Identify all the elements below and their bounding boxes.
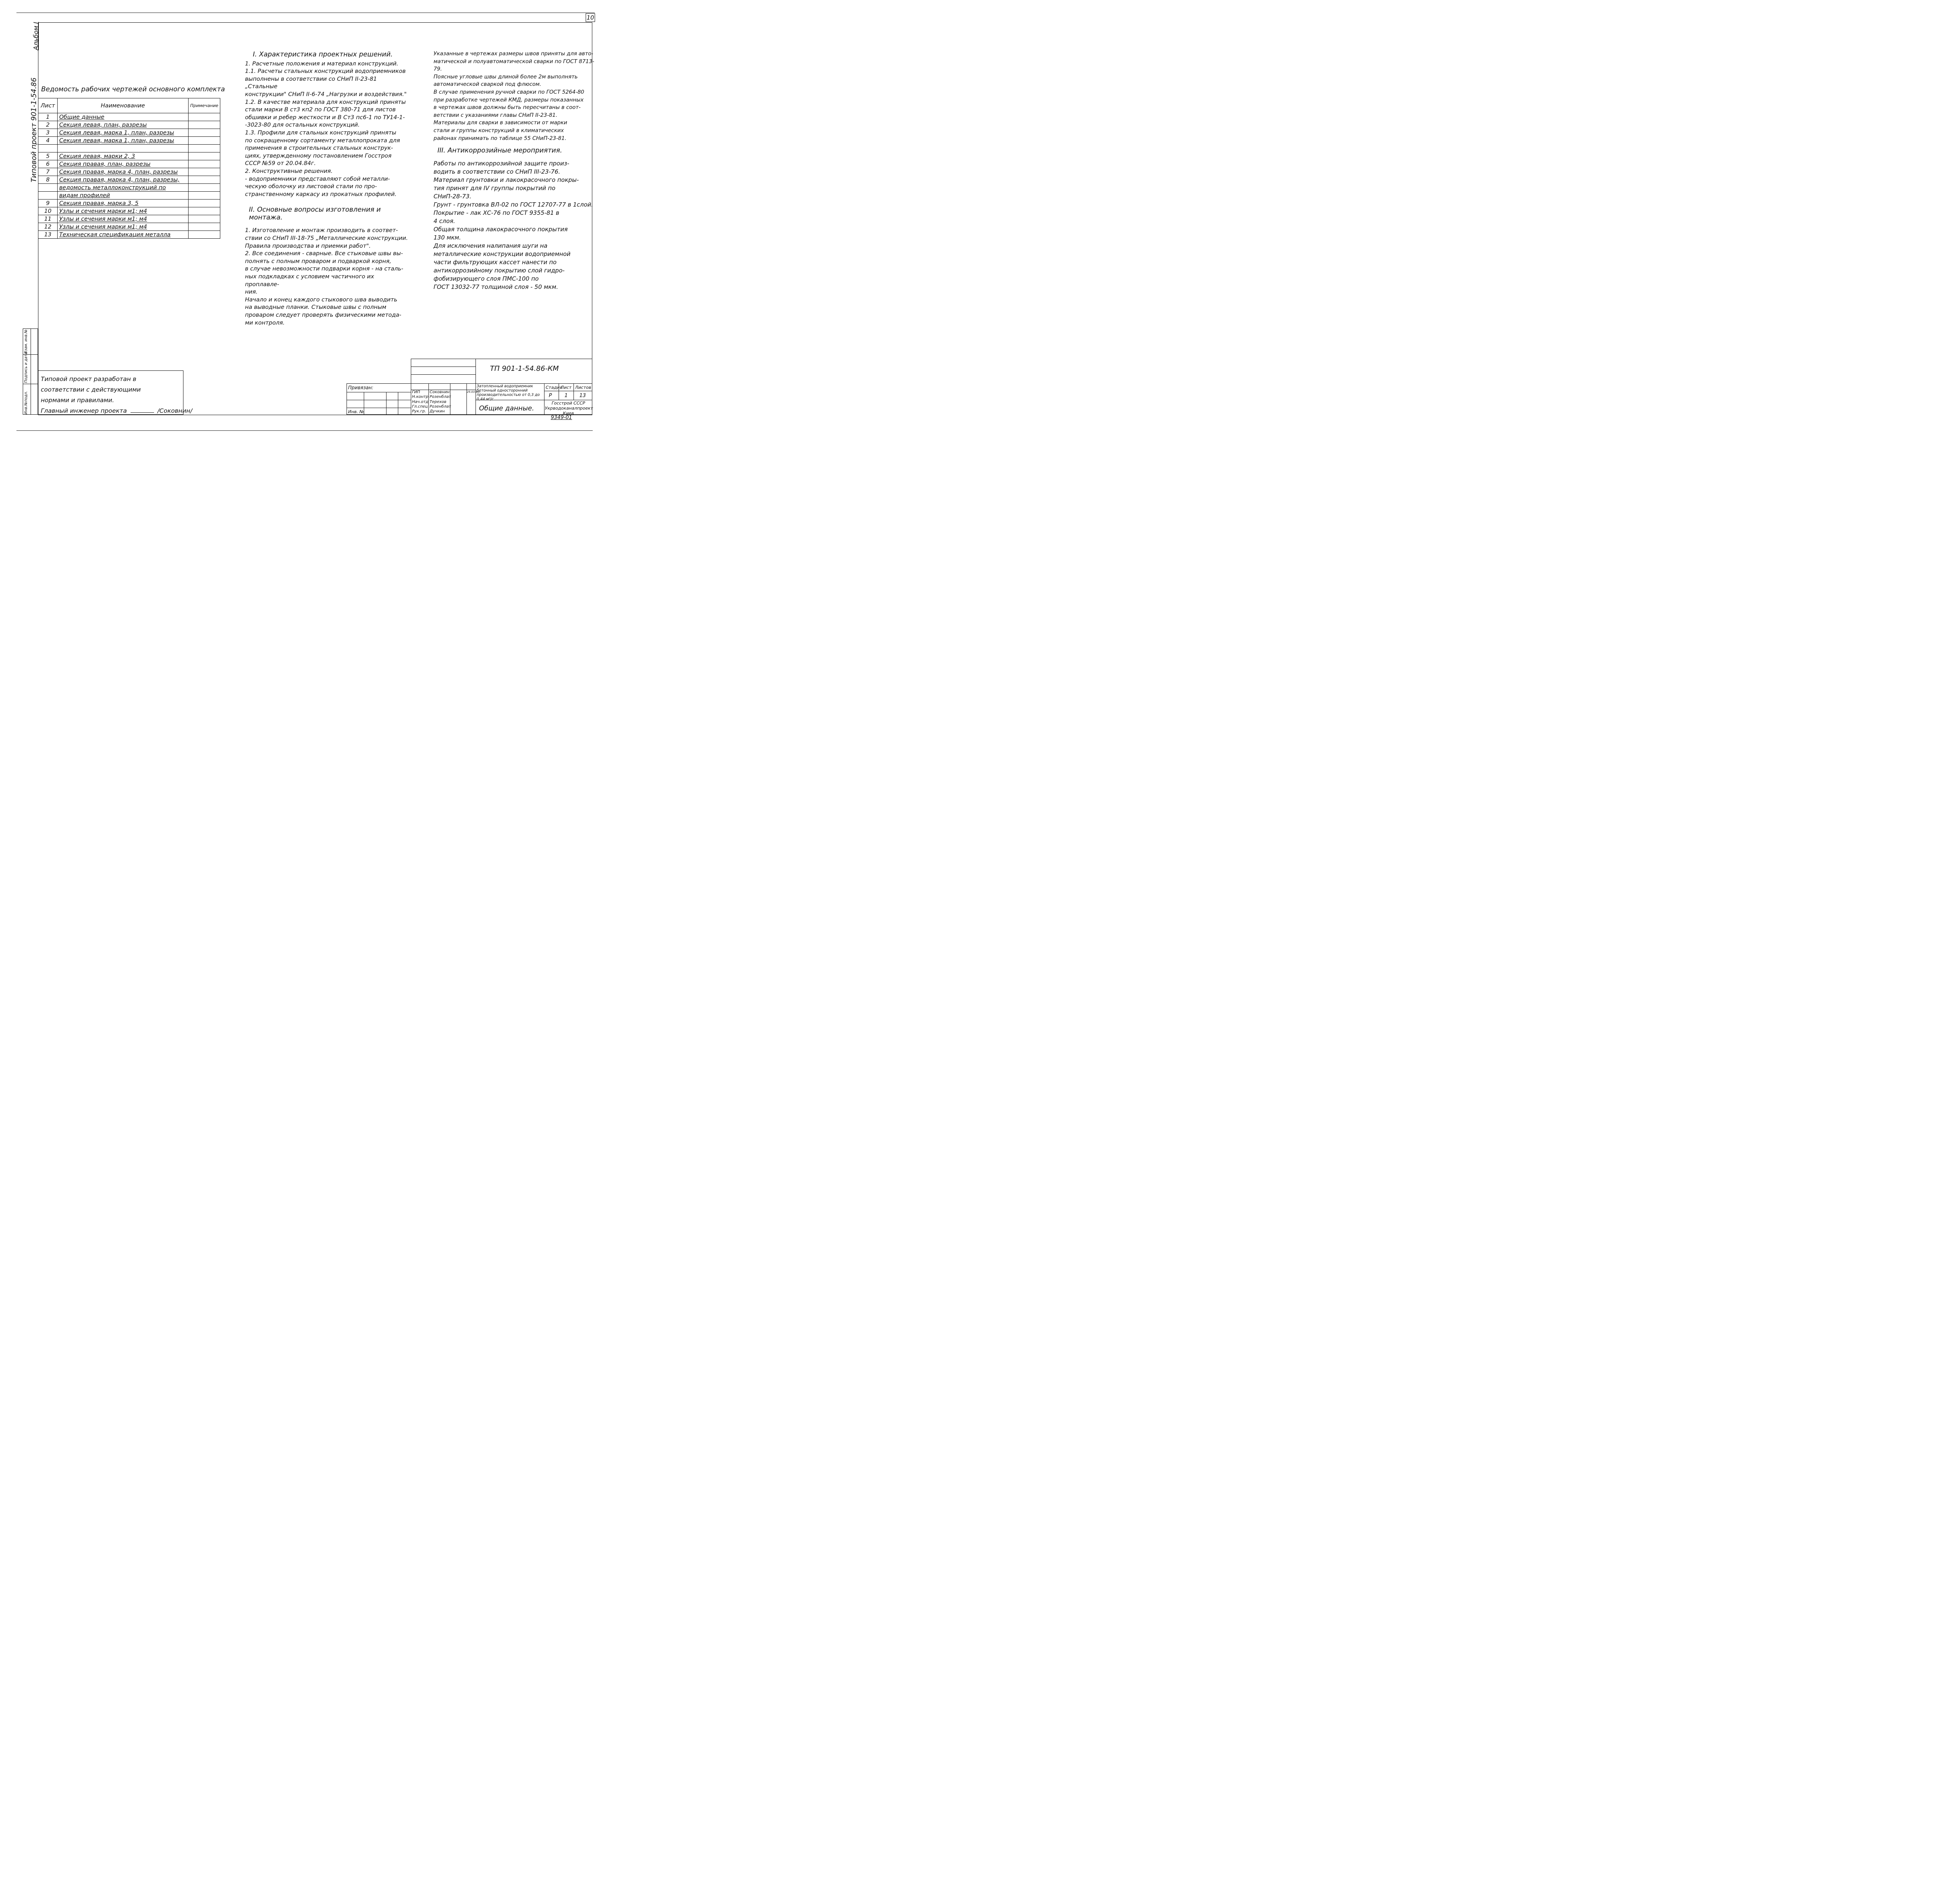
- section1-line: по сокращенному сортаменту металлопроката для: [245, 137, 400, 144]
- drawing-number: 9349-01: [551, 415, 572, 421]
- section3-title: III. Антикоррозийные мероприятия.: [437, 147, 562, 155]
- sheet-note: [189, 200, 220, 207]
- section1-line: циях, утвержденному постановлением Госстроя: [245, 152, 392, 159]
- sheet-note: [189, 137, 220, 145]
- sheet-number: [38, 184, 58, 192]
- page-number: 10: [586, 13, 595, 22]
- section2-line: ных подкладках с условием частичного их проплавле-: [245, 274, 374, 288]
- col-header-note: Примечание: [189, 98, 220, 113]
- section1-line: 2. Конструктивные решения.: [245, 168, 333, 174]
- sheet-name: ведомость металлоконструкций по: [58, 184, 189, 192]
- welding-note-line: стали и группы конструкций в климатических: [434, 127, 564, 134]
- section3-line: Работы по антикоррозийной защите произ-: [434, 160, 570, 167]
- person-name: Дучкин: [430, 409, 445, 414]
- section3-line: Для исключения налипания шуги на: [434, 242, 548, 249]
- sheet-number: 4: [38, 137, 58, 145]
- section1: [245, 51, 410, 327]
- person-name: Розенблат: [430, 405, 451, 409]
- sheet-note: [189, 223, 220, 231]
- section3-line: части фильтрующих кассет нанести по: [434, 258, 557, 266]
- welding-note-line: матической и полуавтоматической сварки по ГОСТ 8713-79.: [434, 58, 594, 73]
- table-row: [38, 137, 220, 145]
- note-line-1: Типовой проект разработан в: [41, 376, 136, 383]
- table-row: [38, 145, 220, 152]
- stage-value: Р: [549, 393, 552, 399]
- person-name: Соковнин: [430, 390, 450, 394]
- sheet-note: [189, 231, 220, 239]
- sheet-name: Секция левая, марка 1, план, разрезы: [58, 137, 189, 145]
- sheet-number: 12: [38, 223, 58, 231]
- sheet-label: Лист: [561, 385, 572, 390]
- sheet-number: 2: [38, 121, 58, 129]
- sheet-number: 3: [38, 129, 58, 137]
- sheet-name: Общие данные: [58, 113, 189, 121]
- section2-line: полнять с полным проваром и подваркой корня,: [245, 258, 392, 265]
- section1-line: выполнены в соответствии со СНиП II-23-81 „Стальные: [245, 76, 377, 90]
- object-description: Затопленный водоприемник бетонный односторонний производительностью от 0,3 до 0,44 м³/с: [477, 384, 540, 401]
- sheet-note: [189, 192, 220, 200]
- sheet-name: видам профилей: [58, 192, 189, 200]
- section1-line: ческую оболочку из листовой стали по про-: [245, 183, 377, 190]
- section2-line: в случае невозможности подварки корня - на сталь-: [245, 266, 403, 272]
- sheet-value: 1: [564, 393, 568, 399]
- note-chief-name: Соковнин: [159, 407, 191, 414]
- sheet-number: [38, 145, 58, 152]
- section1-line: - водоприемники представляют собой металли-: [245, 176, 390, 182]
- table-row: [38, 121, 220, 129]
- person-name: Розенблат: [430, 395, 451, 399]
- table-row: [38, 223, 220, 231]
- album-label: Альбом I: [32, 22, 40, 50]
- sheet-number: 7: [38, 168, 58, 176]
- welding-note-line: В случае применения ручной сварки по ГОСТ 5264-80: [434, 89, 584, 95]
- sheet-number: 6: [38, 160, 58, 168]
- approval-date: 25.03.86г.: [467, 390, 482, 394]
- section2-line: 2. Все соединения - сварные. Все стыковые швы вы-: [245, 250, 403, 257]
- section1-line: странственному каркасу из прокатных профилей.: [245, 191, 397, 198]
- sheet-note: [189, 184, 220, 192]
- role-label: Н.контр: [412, 395, 428, 399]
- table-row: [38, 200, 220, 207]
- sheet-list-title: Ведомость рабочих чертежей основного комплекта: [41, 85, 225, 93]
- note-box: Типовой проект разработан в соответствии с действующими нормами и правилами. Главный инженер проекта /Соковнин/: [38, 370, 183, 415]
- sheet-number: 11: [38, 215, 58, 223]
- column3: [434, 50, 594, 291]
- section1-line: применения в строительных стальных конструк-: [245, 145, 393, 152]
- table-row: [38, 184, 220, 192]
- sheet-note: [189, 160, 220, 168]
- sheets-value: 13: [579, 393, 586, 399]
- section2-line: ми контроля.: [245, 319, 285, 326]
- stamp-inv-podl: Инв.№подл.: [24, 391, 28, 414]
- section2-line: 1. Изготовление и монтаж производить в соответ-: [245, 227, 398, 234]
- section3-line: 4 слоя.: [434, 217, 456, 225]
- sheet-number: 1: [38, 113, 58, 121]
- section3-line: фобизирующего слоя ПМС-100 по: [434, 275, 539, 282]
- section3-line: металлические конструкции водоприемной: [434, 250, 571, 258]
- sheet-title: Общие данные.: [479, 405, 534, 412]
- sheet-name: Узлы и сечения марки м1; м4: [58, 207, 189, 215]
- table-row: [38, 215, 220, 223]
- col-header-name: Наименование: [58, 98, 189, 113]
- table-row: [38, 160, 220, 168]
- sheet-name: Секция правая, марка 4, план, разрезы: [58, 168, 189, 176]
- sheet-number: 13: [38, 231, 58, 239]
- table-row: [38, 129, 220, 137]
- section3-line: СНиП-28-73.: [434, 192, 472, 200]
- sheet-note: [189, 145, 220, 152]
- section1-line: обшивки и ребер жесткости и В Ст3 пс6-1 по ТУ14-1-: [245, 114, 405, 121]
- stamp-replace-inv: Взам. инв.№: [24, 329, 28, 354]
- table-row: [38, 192, 220, 200]
- signature-mark: [131, 412, 154, 413]
- role-label: Рук.гр.: [412, 409, 426, 414]
- sheets-label: Листов: [575, 385, 592, 390]
- drawing-code: ТП 901-1-54.86-КМ: [490, 365, 559, 373]
- section1-line: конструкции" СНиП II-6-74 „Нагрузки и воздействия.": [245, 91, 407, 98]
- section1-title: I. Характеристика проектных решений.: [253, 51, 393, 58]
- col-header-sheet: Лист: [38, 98, 58, 113]
- sheet-note: [189, 152, 220, 160]
- sheet-note: [189, 113, 220, 121]
- section3-line: тия принят для IV группы покрытий по: [434, 184, 555, 192]
- sheet-name: Секция левая, план, разрезы: [58, 121, 189, 129]
- sheet-number: 8: [38, 176, 58, 184]
- section2-line: ствии со СНиП III-18-75 „Металлические конструкции.: [245, 235, 408, 242]
- welding-note-line: Поясные угловые швы длиной более 2м выполнять: [434, 73, 578, 80]
- section3-line: Покрытие - лак ХС-76 по ГОСТ 9355-81 в: [434, 209, 559, 216]
- role-label: Гл.спец: [412, 405, 428, 409]
- table-row: [38, 231, 220, 239]
- table-row: [38, 152, 220, 160]
- binding-label: Привязан:: [348, 385, 374, 390]
- section3-line: ГОСТ 13032-77 толщиной слоя - 50 мкм.: [434, 283, 558, 290]
- role-label: ГИП: [412, 390, 420, 394]
- welding-note-line: при разработке чертежей КМД, размеры показанных: [434, 96, 584, 103]
- section2-line: ния.: [245, 289, 258, 296]
- sheet-number: 5: [38, 152, 58, 160]
- section1-line: 1.3. Профили для стальных конструкций приняты: [245, 129, 396, 136]
- welding-note-line: ветствии с указаниями главы СНиП II-23-81.: [434, 112, 557, 118]
- person-name: Терехов: [430, 400, 446, 404]
- sheet-name: Секция правая, марка 4, план, разрезы,: [58, 176, 189, 184]
- sheet-note: [189, 129, 220, 137]
- sheet-note: [189, 176, 220, 184]
- left-stamp: [23, 328, 38, 415]
- project-code-vertical: Типовой проект 901-1-54.86: [30, 77, 38, 182]
- sheet-note: [189, 168, 220, 176]
- organization: Госстрой СССР Укрводоканалпроект Киев: [545, 401, 593, 416]
- note-line-2: соответствии с действующими: [41, 386, 141, 393]
- note-line-3: нормами и правилами.: [41, 397, 114, 404]
- sheet-note: [189, 207, 220, 215]
- section3-line: Грунт - грунтовка ВЛ-02 по ГОСТ 12707-77 в 1слой.: [434, 201, 593, 208]
- section1-line: 1.2. В качестве материала для конструкций приняты: [245, 99, 406, 105]
- table-row: [38, 207, 220, 215]
- sheet-number: 10: [38, 207, 58, 215]
- section2-line: Начало и конец каждого стыкового шва выводить: [245, 296, 397, 303]
- stage-label: Стадия: [546, 385, 563, 390]
- sheet-list-table: [38, 98, 220, 239]
- section1-line: СССР №59 от 20.04.84г.: [245, 160, 316, 167]
- sheet-number: 9: [38, 200, 58, 207]
- section1-line: -3023-80 для остальных конструкций.: [245, 122, 360, 129]
- stamp-signature-date: Подпись и дата: [24, 352, 28, 383]
- section3-line: 130 мкм.: [434, 234, 461, 241]
- section3-line: Материал грунтовки и лакокрасочного покры-: [434, 176, 579, 183]
- welding-note-line: Указанные в чертежах размеры швов приняты для авто-: [434, 51, 593, 57]
- welding-note-line: в чертежах швов должны быть пересчитаны в соот-: [434, 104, 581, 111]
- table-row: [38, 168, 220, 176]
- sheet-name: [58, 145, 189, 152]
- section1-line: стали марки В ст3 кп2 по ГОСТ 380-71 для листов: [245, 107, 396, 113]
- outer-border-bottom: [16, 430, 593, 431]
- table-row: [38, 176, 220, 184]
- sheet-note: [189, 121, 220, 129]
- sheet-number: [38, 192, 58, 200]
- section2-line: проваром следует проверять физическими метода-: [245, 312, 401, 318]
- section2-line: Правила производства и приемки работ".: [245, 243, 371, 249]
- section2-line: на выводные планки. Стыковые швы с полным: [245, 304, 387, 311]
- sheet-name: Секция правая, план, разрезы: [58, 160, 189, 168]
- sheet-name: Узлы и сечения марки м1; м4: [58, 215, 189, 223]
- table-row: [38, 113, 220, 121]
- note-chief-engineer: Главный инженер проекта: [41, 407, 127, 414]
- sheet-name: Секция левая, марки 2, 3: [58, 152, 189, 160]
- sheet-name: Секция правая, марка 3, 5: [58, 200, 189, 207]
- role-label: Нач.отд: [412, 400, 428, 404]
- sheet-name: Секция левая, марка 1, план, разрезы: [58, 129, 189, 137]
- section3-line: водить в соответствии со СНиП III-23-76.: [434, 168, 561, 175]
- section1-line: 1.1. Расчеты стальных конструкций водоприемников: [245, 68, 406, 75]
- section2-title: II. Основные вопросы изготовления и монтажа.: [249, 206, 381, 221]
- welding-note-line: автоматической сваркой под флюсом.: [434, 81, 541, 88]
- welding-note-line: районах принимать по таблице 55 СНиП-23-81.: [434, 135, 566, 142]
- welding-note-line: Материалы для сварки в зависимости от марки: [434, 120, 567, 126]
- sheet-name: Узлы и сечения марки м1; м4: [58, 223, 189, 231]
- section1-line: 1. Расчетные положения и материал конструкций.: [245, 60, 399, 67]
- sheet-note: [189, 215, 220, 223]
- section3-line: антикоррозийному покрытию слой гидро-: [434, 267, 565, 274]
- inv-label: Инв. №: [348, 409, 364, 414]
- sheet-name: Техническая спецификация металла: [58, 231, 189, 239]
- section3-line: Общая толщина лакокрасочного покрытия: [434, 225, 568, 233]
